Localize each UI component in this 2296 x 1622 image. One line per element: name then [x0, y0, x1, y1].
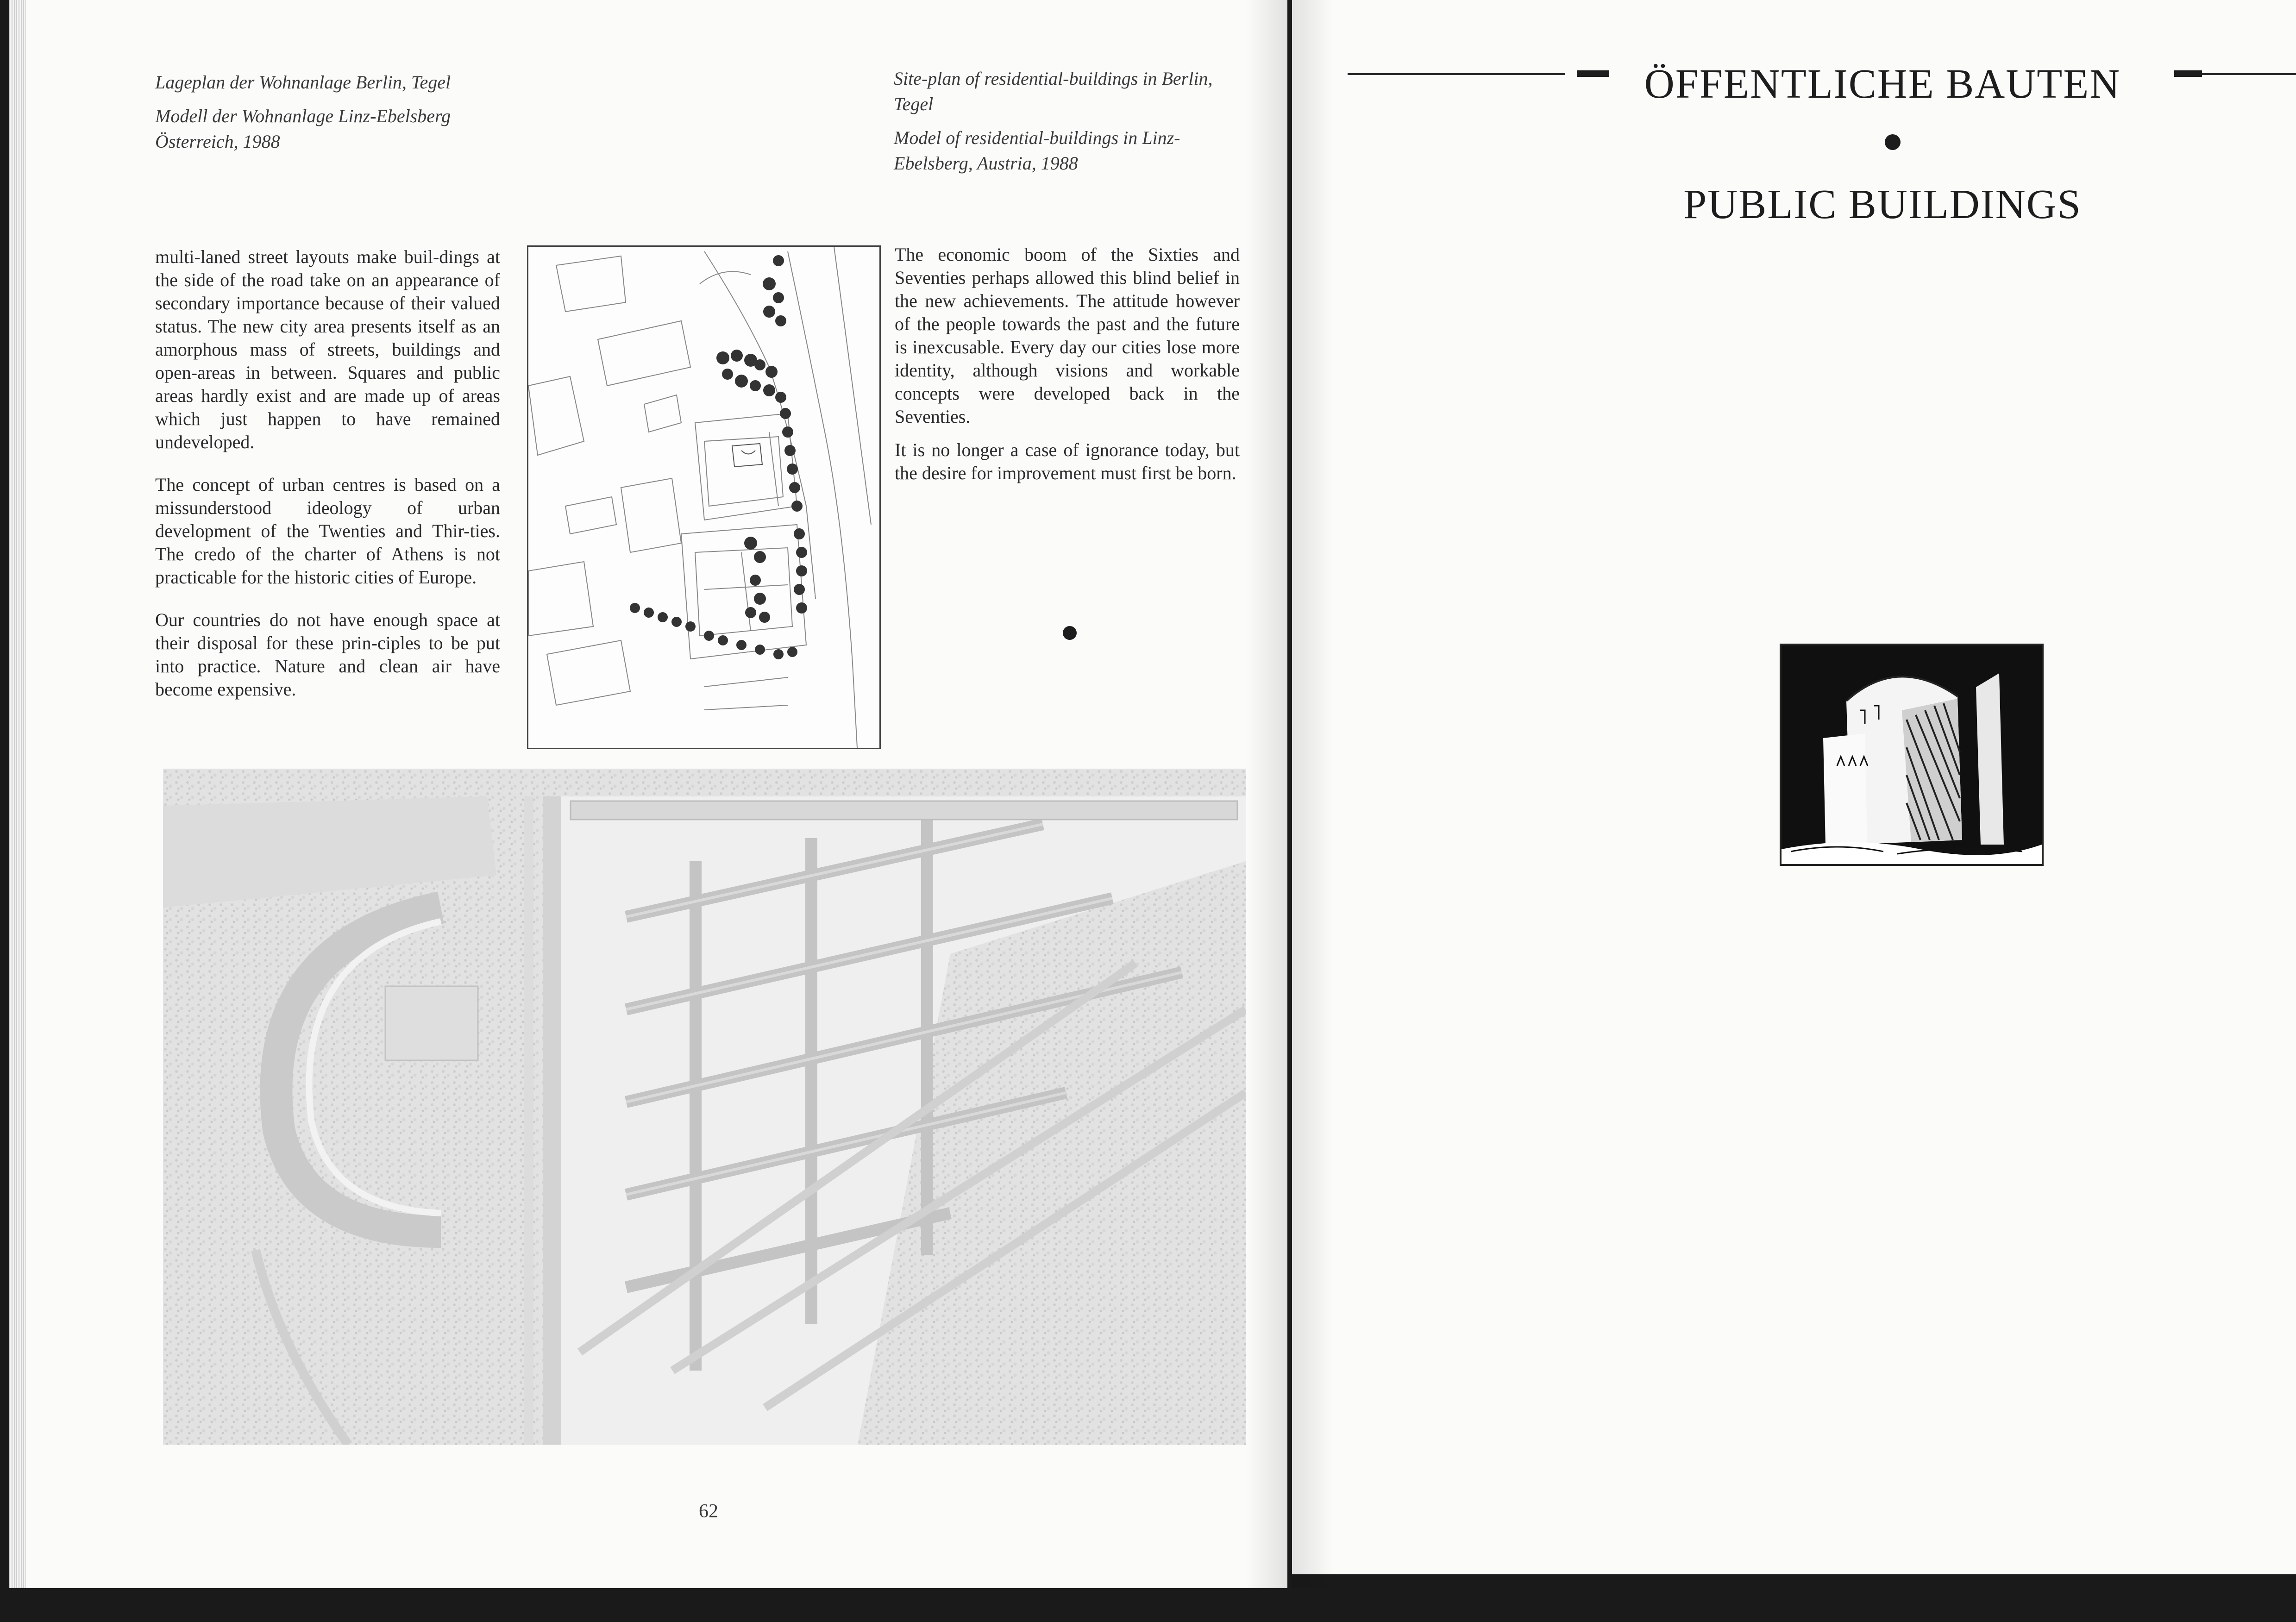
- heading-rule-left: [1348, 73, 1565, 75]
- caption-en-line2: Model of residential-buildings in Linz-Ebelsberg, Austria, 1988: [894, 127, 1180, 174]
- bullet-ornament: [1063, 626, 1077, 640]
- text-column-2: [895, 243, 1240, 504]
- section-title-german: ÖFFENTLICHE BAUTEN: [1644, 61, 2121, 107]
- architectural-model-photo: [163, 769, 1246, 1445]
- caption-de-line3: Österreich, 1988: [155, 131, 280, 152]
- paragraph: The concept of urban centres is based on a missunderstood ideology of urban development of the Twenties and Thir-ties. The credo of the charter of Athens is not practicable for the historic cities of Europe.: [155, 474, 500, 588]
- gutter-shadow-right: [1292, 0, 1334, 1588]
- heading-rule-block-right: [2174, 70, 2202, 77]
- section-title-english: PUBLIC BUILDINGS: [1683, 182, 2082, 227]
- page-edge-stack: [9, 0, 26, 1588]
- paragraph: multi-laned street layouts make buil-dings at the side of the road take on an appearance of secondary importance because of their valued status. The new city area presents itself as an amorphous mass of streets, buildings and open-areas in between. Squares and public areas hardly exist and are made up of areas which just happen to have remained undeveloped.: [155, 246, 500, 452]
- caption-english: [894, 66, 1246, 184]
- paragraph: Our countries do not have enough space at their disposal for these prin-ciples to be put into practice. Nature and clean air have become expensive.: [155, 609, 500, 700]
- caption-en-line1: Site-plan of residential-buildings in Berlin, Tegel: [894, 68, 1213, 114]
- site-plan-drawing: [528, 247, 879, 748]
- model-photo-figure: [163, 769, 1246, 1445]
- building-sketch-figure: [1780, 644, 2044, 866]
- caption-german: [155, 69, 507, 163]
- site-plan-figure: [527, 245, 881, 749]
- paragraph: The economic boom of the Sixties and Seventies perhaps allowed this blind belief in the new achievements. The attitude however of the people towards the past and the future is inexcusable. Every day our cities lose more identity, although visions and workable concepts were developed back in the Seventies.: [895, 244, 1240, 427]
- gutter-shadow-left: [1246, 0, 1287, 1588]
- paragraph: It is no longer a case of ignorance today, but the desire for improvement must first be born.: [895, 439, 1240, 483]
- heading-rule-right: [2202, 73, 2296, 75]
- text-column-1: [155, 245, 500, 720]
- heading-bullet: [1885, 134, 1901, 150]
- caption-de-line2: Modell der Wohnanlage Linz-Ebelsberg: [155, 106, 451, 126]
- page-number: 62: [699, 1501, 718, 1522]
- building-sketch: [1782, 645, 2042, 864]
- caption-de-line1: Lageplan der Wohnanlage Berlin, Tegel: [155, 72, 451, 93]
